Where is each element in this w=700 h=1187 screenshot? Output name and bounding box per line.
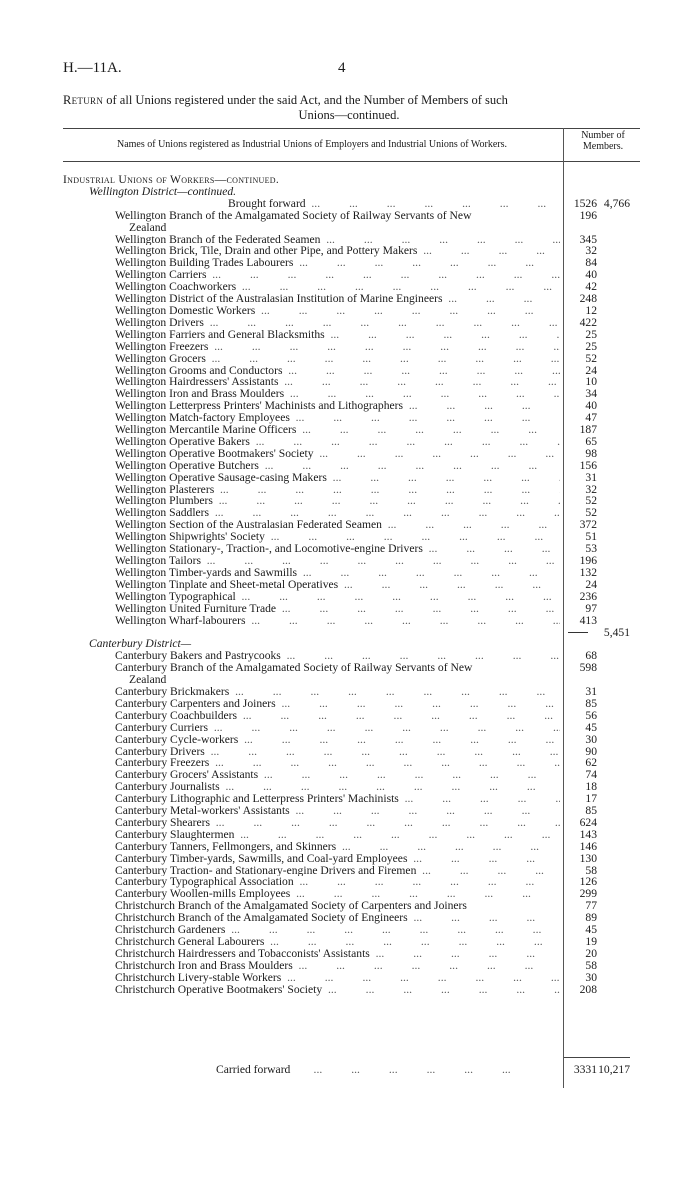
table-row (0, 841, 700, 853)
union-name: Wellington Branch of the Amalgamated Society of Railway Servants of New (115, 209, 472, 222)
member-count: 84 (585, 256, 597, 270)
member-count: 52 (585, 506, 597, 520)
member-count: 196 (579, 554, 597, 567)
union-name: Christchurch Gardeners ... (115, 924, 560, 936)
union-name: Canterbury District— (89, 638, 192, 651)
union-name: Wellington Iron and Brass Moulders ... (115, 388, 560, 400)
union-name: Canterbury Timber-yards, Sawmills, and Coal-yard Employees ... (115, 853, 560, 865)
member-count: 196 (579, 208, 597, 222)
union-name: Christchurch Iron and Brass Moulders ... (115, 960, 560, 972)
running-total: 5,451 (603, 626, 630, 640)
union-name: Canterbury Drivers ... (115, 746, 560, 758)
union-name: Christchurch Hairdressers and Tobacconists' Assistants ... (115, 948, 560, 960)
table-row (0, 972, 700, 984)
table-row (0, 829, 700, 841)
table-row (0, 198, 700, 210)
member-count: 52 (585, 494, 597, 508)
member-count: 77 (585, 899, 597, 913)
member-count: 30 (585, 970, 597, 984)
union-name: Canterbury Slaughtermen ... (115, 829, 560, 841)
member-count: 299 (579, 887, 597, 901)
member-count: 345 (579, 232, 597, 246)
members-header-line-1: Number of (581, 130, 625, 141)
union-name: Wellington Operative Bakers ... (115, 436, 560, 448)
table-row (0, 210, 700, 222)
table-row (0, 722, 700, 734)
union-name: Canterbury Coachbuilders ... (115, 710, 560, 722)
union-name: Wellington Operative Sausage-casing Makers ... (115, 472, 560, 484)
table-row (0, 472, 700, 484)
union-name: Wellington Building Trades Labourers ... (115, 257, 560, 269)
union-name: Wellington Farriers and General Blacksmiths ... (115, 329, 560, 341)
union-name: Canterbury Brickmakers ... (115, 686, 560, 698)
union-name: Wellington District—continued. (89, 185, 237, 198)
member-count: 143 (579, 827, 597, 841)
member-count: 42 (585, 280, 597, 294)
carried-forward-total: 10,217 (598, 1063, 630, 1076)
union-name: Wellington Section of the Australasian Federated Seamen ... (115, 519, 560, 531)
member-count: 10 (585, 375, 597, 389)
member-count: 45 (585, 720, 597, 734)
table-row (0, 662, 700, 674)
union-name: Canterbury Branch of the Amalgamated Society of Railway Servants of New (115, 662, 473, 675)
union-name: Canterbury Carpenters and Joiners ... (115, 698, 560, 710)
member-count: 372 (579, 518, 597, 532)
table-row (0, 853, 700, 865)
member-count: 85 (585, 696, 597, 710)
table-row (0, 579, 700, 591)
document-title (63, 93, 635, 123)
union-name: Wellington Hairdressers' Assistants ... (115, 376, 560, 388)
member-count: 24 (585, 363, 597, 377)
union-name: Canterbury Cycle-workers ... (115, 734, 560, 746)
table-row (0, 222, 700, 234)
union-name: Christchurch Livery-stable Workers ... (115, 972, 560, 984)
header-code: H.—11A. (63, 60, 122, 76)
member-count: 126 (579, 875, 597, 889)
table-row (0, 591, 700, 603)
member-count: 34 (585, 387, 597, 401)
union-name: Wellington Grooms and Conductors ... (115, 365, 560, 377)
union-name: Canterbury Freezers ... (115, 757, 560, 769)
member-count: 52 (585, 351, 597, 365)
union-name: Brought forward ... (228, 198, 560, 210)
carried-forward-label: Carried forward ... (216, 1063, 562, 1077)
member-count: 32 (585, 482, 597, 496)
member-count: 208 (579, 982, 597, 996)
member-count: 51 (585, 530, 597, 544)
member-count: 25 (585, 327, 597, 341)
title-line-2: Unions—continued. (298, 108, 400, 122)
union-name: Canterbury Curriers ... (115, 722, 560, 734)
union-name: Canterbury Traction- and Stationary-engine Drivers and Firemen ... (115, 865, 560, 877)
member-count: 156 (579, 458, 597, 472)
union-name: Canterbury Typographical Association ... (115, 876, 560, 888)
union-name: Canterbury Journalists ... (115, 781, 560, 793)
table-row (0, 317, 700, 329)
union-name: Wellington Grocers ... (115, 353, 560, 365)
names-column-header: Names of Unions registered as Industrial Unions of Employers and Industrial Unions of Workers. (116, 139, 508, 150)
section-heading-row (0, 174, 700, 186)
union-name: Wellington Branch of the Federated Seamen ... (115, 234, 560, 246)
union-name: Wellington Shipwrights' Society ... (115, 531, 560, 543)
member-count: 24 (585, 577, 597, 591)
member-count: 65 (585, 434, 597, 448)
table-row (0, 341, 700, 353)
member-count: 58 (585, 958, 597, 972)
union-name: Wellington Coachworkers ... (115, 281, 560, 293)
union-name: Wellington Mercantile Marine Officers ... (115, 424, 560, 436)
member-count: 18 (585, 780, 597, 794)
union-name: Canterbury Metal-workers' Assistants ... (115, 805, 560, 817)
member-count: 40 (585, 399, 597, 413)
union-name: Industrial Unions of Workers—continued. (63, 174, 280, 186)
member-count: 25 (585, 339, 597, 353)
union-table-body (0, 174, 700, 996)
member-count: 248 (579, 292, 597, 306)
union-name: Canterbury Tanners, Fellmongers, and Skinners ... (115, 841, 560, 853)
table-row (0, 960, 700, 972)
member-count: 1526 (573, 196, 597, 210)
member-count: 62 (585, 756, 597, 770)
union-name: Wellington Operative Bootmakers' Society ... (115, 448, 560, 460)
union-name: Wellington Carriers ... (115, 269, 560, 281)
table-row (0, 615, 700, 627)
union-name: Wellington Drivers ... (115, 317, 560, 329)
union-name: Wellington Letterpress Printers' Machinists and Lithographers ... (115, 400, 560, 412)
member-count: 132 (579, 565, 597, 579)
union-name: Wellington District of the Australasian Institution of Marine Engineers ... (115, 293, 560, 305)
member-count: 53 (585, 542, 597, 556)
carried-forward-row (0, 1063, 700, 1077)
member-count: 598 (579, 661, 597, 675)
member-count: 422 (579, 315, 597, 329)
member-count: 40 (585, 268, 597, 282)
table-row (0, 734, 700, 746)
union-name: Christchurch Branch of the Amalgamated Society of Carpenters and Joiners (115, 900, 467, 913)
table-row (0, 710, 700, 722)
union-name: Canterbury Grocers' Assistants ... (115, 769, 560, 781)
member-count: 90 (585, 744, 597, 758)
table-row (0, 448, 700, 460)
members-column-header (568, 130, 638, 152)
union-name: Wellington Wharf-labourers ... (115, 615, 560, 627)
table-row (0, 329, 700, 341)
union-name: Wellington Freezers ... (115, 341, 560, 353)
union-name: Christchurch Branch of the Amalgamated Society of Engineers ... (115, 912, 560, 924)
union-name: Wellington Plasterers ... (115, 484, 560, 496)
member-count: 89 (585, 911, 597, 925)
union-name: Canterbury Lithographic and Letterpress Printers' Machinists ... (115, 793, 560, 805)
union-name: Wellington Saddlers ... (115, 507, 560, 519)
union-name: Zealand (129, 221, 167, 234)
union-name: Canterbury Woollen-mills Employees ... (115, 888, 560, 900)
carried-forward-count: 3331 (573, 1063, 597, 1076)
table-row (0, 698, 700, 710)
member-count: 32 (585, 244, 597, 258)
total-rule (564, 1057, 630, 1058)
title-prefix: Return (63, 93, 104, 107)
member-count: 130 (579, 851, 597, 865)
member-count: 236 (579, 589, 597, 603)
member-count: 187 (579, 423, 597, 437)
table-row (0, 984, 700, 996)
member-count: 85 (585, 804, 597, 818)
member-count: 56 (585, 708, 597, 722)
member-count: 31 (585, 470, 597, 484)
union-name: Wellington Tailors ... (115, 555, 560, 567)
table-top-rule (63, 128, 640, 129)
member-count: 45 (585, 923, 597, 937)
member-count: 624 (579, 815, 597, 829)
member-count: 98 (585, 446, 597, 460)
member-count: 20 (585, 946, 597, 960)
union-name: Wellington Domestic Workers ... (115, 305, 560, 317)
table-row (0, 460, 700, 472)
union-name: Zealand (129, 674, 167, 686)
member-count: 68 (585, 649, 597, 663)
members-header-line-2: Members. (582, 141, 624, 152)
title-line-1: of all Unions registered under the said Act, and the Number of Members of such (103, 93, 508, 107)
member-count: 74 (585, 768, 597, 782)
union-name: Wellington Timber-yards and Sawmills ... (115, 567, 560, 579)
member-count: 97 (585, 601, 597, 615)
union-name: Christchurch General Labourers ... (115, 936, 560, 948)
union-name: Canterbury Shearers ... (115, 817, 560, 829)
member-count: 19 (585, 935, 597, 948)
member-count: 12 (585, 303, 597, 317)
member-count: 30 (585, 732, 597, 746)
union-name: Christchurch Operative Bootmakers' Society ... (115, 984, 560, 996)
union-name: Wellington Operative Butchers ... (115, 460, 560, 472)
member-count: 413 (579, 613, 597, 627)
union-name: Wellington Brick, Tile, Drain and other Pipe, and Pottery Makers ... (115, 245, 560, 257)
member-count: 146 (579, 839, 597, 853)
member-count: 17 (585, 792, 597, 806)
running-total: 4,766 (603, 196, 630, 210)
table-header-rule (63, 161, 640, 162)
table-row (0, 353, 700, 365)
union-name: Wellington Stationary-, Traction-, and Locomotive-engine Drivers ... (115, 543, 560, 555)
union-name: Canterbury Bakers and Pastrycooks ... (115, 650, 560, 662)
page-number: 4 (338, 60, 346, 76)
member-count: 31 (585, 684, 597, 698)
member-count: 47 (585, 411, 597, 425)
union-name: Wellington Match-factory Employees ... (115, 412, 560, 424)
union-name: Wellington Tinplate and Sheet-metal Operatives ... (115, 579, 560, 591)
subtotal-row (0, 626, 700, 638)
subtotal-dash (568, 632, 588, 633)
union-name: Wellington Plumbers ... (115, 495, 560, 507)
member-count: 58 (585, 863, 597, 877)
table-row (0, 603, 700, 615)
union-name: Wellington Typographical ... (115, 591, 560, 603)
union-name: Wellington United Furniture Trade ... (115, 603, 560, 615)
